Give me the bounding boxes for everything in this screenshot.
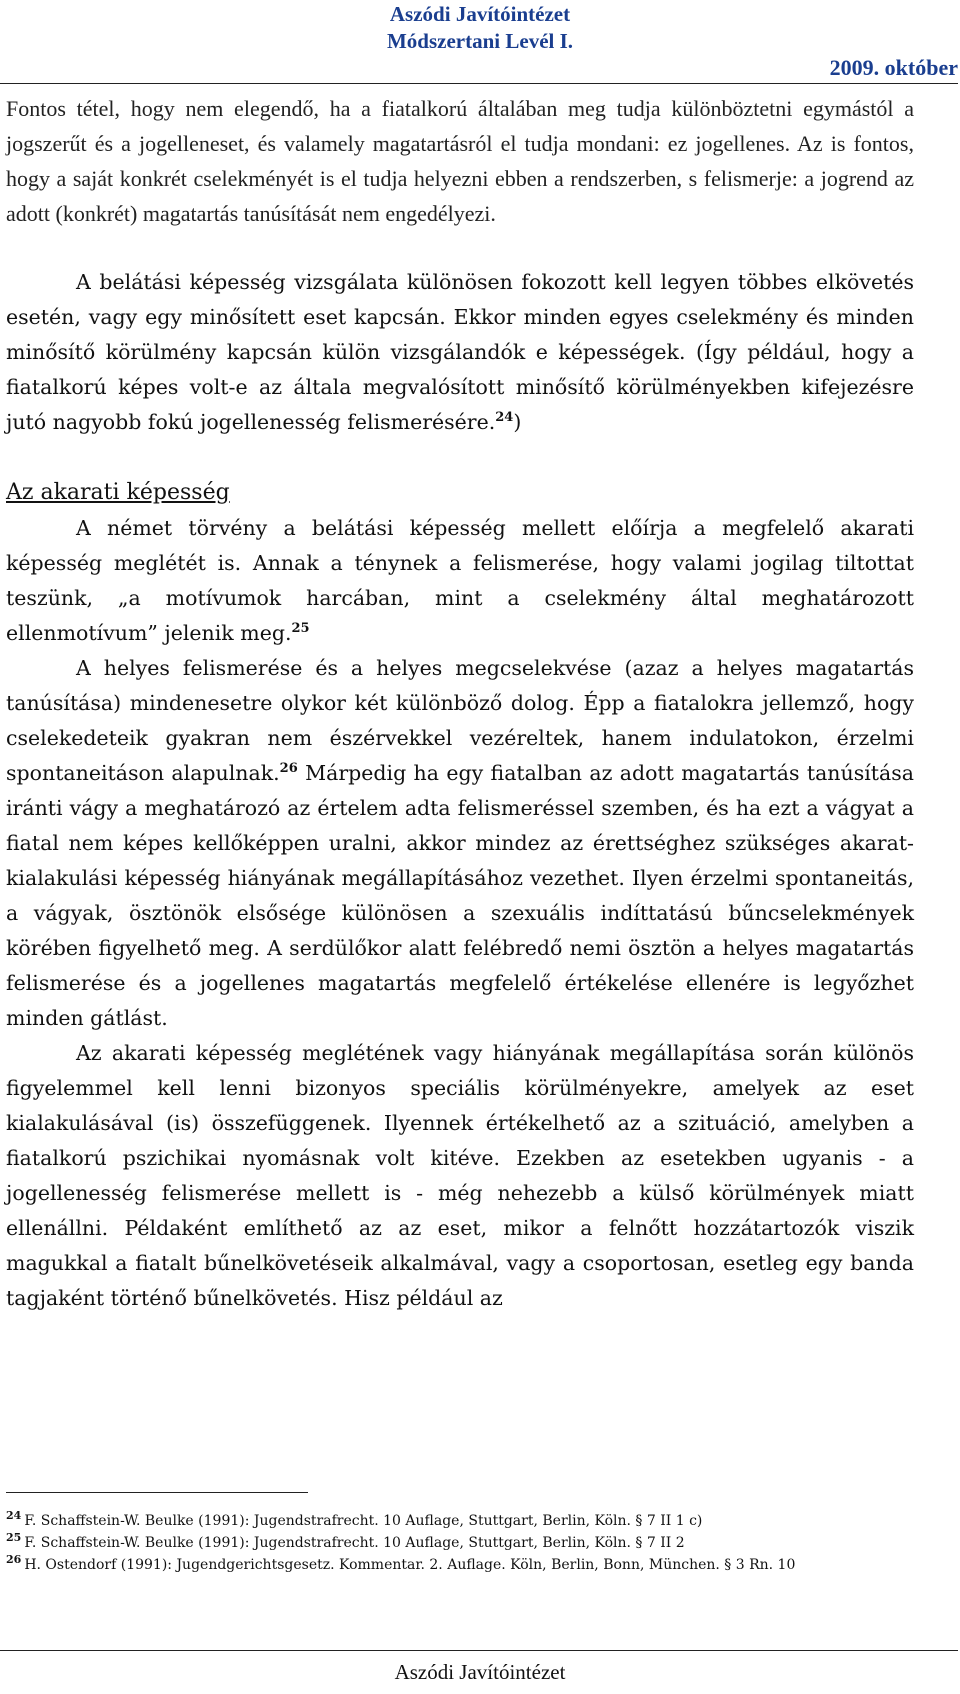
footnote-number: 25: [6, 1531, 22, 1545]
footnote-divider: [6, 1492, 308, 1493]
paragraph-1: Fontos tétel, hogy nem elegendő, ha a fiatalkorú általában meg tudja különböztetni egymástól a jogszerűt és a jogelleneset, és valamely magatartásról el tudja mondani: ez jogellenes. Az is fontos, hogy a saját konkrét cselekményét is el tudja helyezni ebben a rendszerben, s felismerje: a jogrend az adott (konkrét) magatartás tanúsítását nem engedélyezi.: [6, 96, 914, 226]
footnote-text: F. Schaffstein-W. Beulke (1991): Jugendstrafrecht. 10 Auflage, Stuttgart, Berlin, Köln. § 7 II 1 c): [24, 1513, 703, 1529]
paragraph-2-end: ): [513, 410, 522, 434]
footnote-number: 24: [6, 1509, 22, 1523]
footnotes: [6, 1510, 916, 1576]
paragraph-3: [6, 511, 914, 651]
footnote-number: 26: [6, 1553, 22, 1567]
paragraph-3-text: A német törvény a belátási képesség mellett előírja a megfelelő akarati képesség meglétét is. Annak a ténynek a felismerése, hogy valami jogilag tiltottat teszünk, „a motívumok harcában, mint a cselekmény által meghatározott ellenmotívum” jelenik meg.: [6, 516, 914, 645]
header-date: 2009. október: [829, 55, 958, 80]
footnote-26: [6, 1554, 916, 1576]
paragraph-4: [6, 651, 914, 1036]
paragraph-4-text-a: A helyes felismerése és a helyes megcselekvése (azaz a helyes magatartás tanúsítása) mindenesetre olykor két különböző dolog. Épp a fiatalokra jellemző, hogy cselekedeteik gyakran nem észérvekkel vezéreltek, hanem indulatokon, érzelmi spontaneitáson alapulnak.: [6, 656, 914, 785]
paragraph-2-text: A belátási képesség vizsgálata különösen fokozott kell legyen többes elkövetés esetén, vagy egy minősített eset kapcsán. Ekkor minden egyes cselekmény és minden minősítő körülmény kapcsán külön vizsgálandók e képességek. (Így például, hogy a fiatalkorú képes volt-e az általa megvalósított minősítő körülményekben kifejezésre jutó nagyobb fokú jogellenesség felismerésére.: [6, 270, 914, 434]
paragraph-block-1: [6, 91, 914, 231]
main-text: [6, 91, 914, 1316]
section-heading: Az akarati képesség: [6, 480, 230, 505]
paragraph-gap: [6, 231, 914, 265]
paragraph-2: [6, 265, 914, 440]
footnote-text: H. Ostendorf (1991): Jugendgerichtsgesetz. Kommentar. 2. Auflage. Köln, Berlin, Bonn, München. § 3 Rn. 10: [24, 1557, 796, 1573]
footnote-24: [6, 1510, 916, 1532]
footnote-text: F. Schaffstein-W. Beulke (1991): Jugendstrafrecht. 10 Auflage, Stuttgart, Berlin, Köln. § 7 II 2: [24, 1535, 685, 1551]
header-publication: Módszertani Levél I.: [386, 29, 574, 53]
footer-divider: [0, 1650, 958, 1651]
footnote-ref-25[interactable]: 25: [291, 621, 310, 637]
footnote-25: [6, 1532, 916, 1554]
paragraph-5: Az akarati képesség meglétének vagy hiányának megállapítása során különös figyelemmel kell lenni bizonyos speciális körülményekre, amelyek az eset kialakulásával (is) összefüggenek. Ilyennek értékelhető az a szituáció, amelyben a fiatalkorú pszichikai nyomásnak volt kitéve. Ezekben az esetekben ugyanis - a jogellenesség felismerése mellett is - még nehezebb a külső körülmények miatt ellenállni. Példaként említhető az az eset, mikor a felnőtt hozzátartozók viszik magukkal a fiatalt bűnelkövetéseik alkalmával, vagy a csoportosan, esetleg egy banda tagjaként történő bűnelkövetés. Hisz például az: [6, 1041, 914, 1310]
paragraph-4-text-b: Márpedig ha egy fiatalban az adott magatartás tanúsítása iránti vágy a meghatározó az értelem adta felismeréssel szemben, és ha ezt a vágyat a fiatal nem képes kellőképpen uralni, akkor mindez az érettséghez szükséges akarat-kialakulási képesség hiányának megállapításához vezethet. Ilyen érzelmi spontaneitás, a vágyak, ösztönök elsősége különösen a szexuális indíttatású bűncselekmények körében figyelhető meg. A serdülőkor alatt felébredő nemi ösztön a helyes magatartás felismerése és a jogellenes magatartás megfelelő értékelése ellenére is legyőzhet minden gátlást.: [6, 761, 914, 1030]
page-footer: Aszódi Javítóintézet: [394, 1660, 566, 1684]
header-institution: Aszódi Javítóintézet: [389, 2, 571, 26]
footnote-ref-24[interactable]: 24: [495, 410, 514, 426]
paragraph-gap: [6, 440, 914, 474]
footnote-ref-26[interactable]: 26: [279, 761, 298, 777]
header-divider: [0, 83, 958, 84]
